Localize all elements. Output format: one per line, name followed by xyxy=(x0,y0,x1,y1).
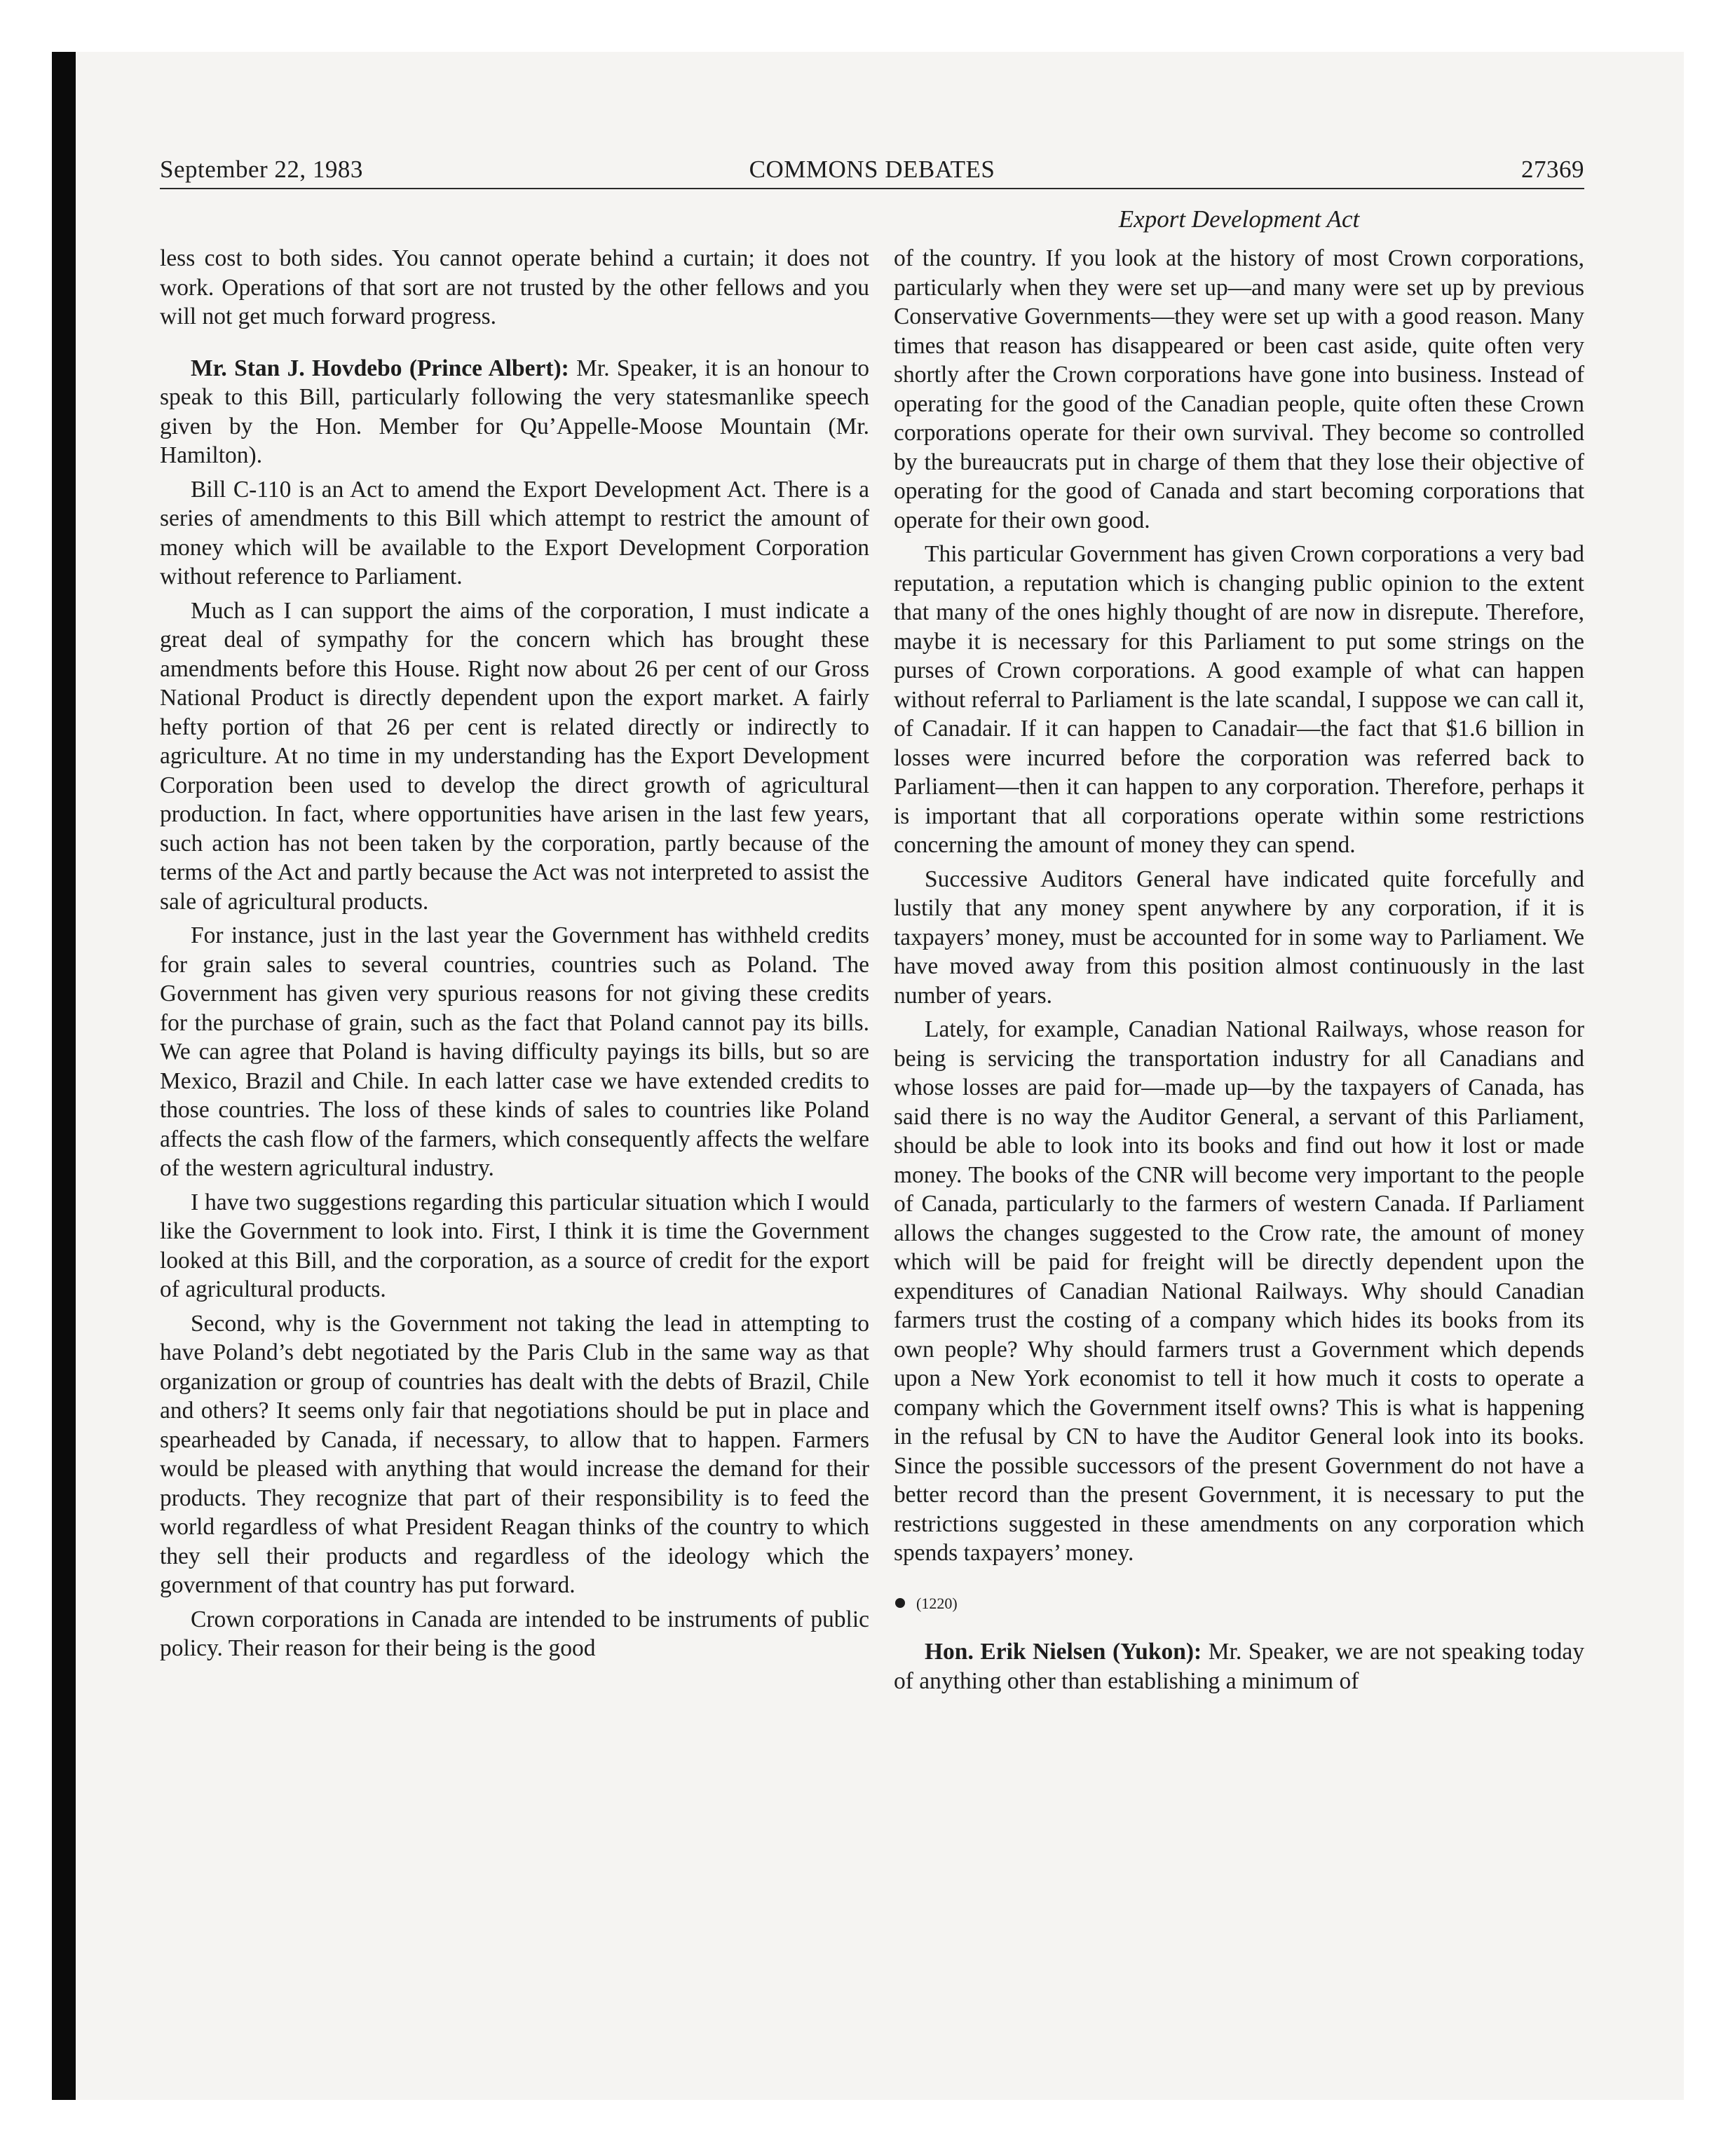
left-column xyxy=(160,244,869,1668)
paragraph: This particular Government has given Crown corporations a very bad reputation, a reputation which is changing public opinion to the extent that many of the ones highly thought of are now in disrepute. Therefore, maybe it is necessary for this Parliament to put some strings on the purses of Crown corporations. A good example of what can happen without referral to Parliament is the late scandal, I suppose we can call it, of Canadair. If it can happen to Canadair—the fact that $1.6 billion in losses were incurred before the corporation was referred back to Parliament—then it can happen to any corporation. Therefore, perhaps it is important that all corporations operate within some restrictions concerning the amount of money they can spend. xyxy=(894,541,1584,858)
paragraph: For instance, just in the last year the Government has withheld credits for grain sales to several countries, countries such as Poland. The Government has given very spurious reasons for not giving these credits for the purchase of grain, such as the fact that Poland cannot pay its bills. We can agree that Poland is having difficulty payings its bills, but so are Mexico, Brazil and Chile. In each latter case we have extended credits to those countries. The loss of these kinds of sales to countries like Poland affects the cash flow of the farmers, which consequently affects the welfare of the western agricultural industry. xyxy=(160,922,869,1181)
paragraph: Successive Auditors General have indicated quite forcefully and lustily that any money spent anywhere by any corporation, if it is taxpayers’ money, must be accounted for in some way to Parliament. We have moved away from this position almost continuously in the last number of years. xyxy=(894,866,1584,1009)
speech-paragraph xyxy=(894,1637,1584,1696)
speech-text: Mr. Speaker, we are not speaking today of anything other than establishing a minimum of xyxy=(894,1639,1585,1694)
running-head xyxy=(160,150,1584,189)
paragraph: Crown corporations in Canada are intended to be instruments of public policy. Their reason for their being is the good xyxy=(160,1606,869,1661)
paragraph: Lately, for example, Canadian National Railways, whose reason for being is servicing the transportation industry for all Canadians and whose losses are paid for—made up—by the taxpayers of Canada, has said there is no way the Auditor General, a servant of this Parliament, should be able to look into its books and find out how it lost or made money. The books of the CNR will become very important to the people of Canada, particularly to the farmers of western Canada. If Parliament allows the changes suggested to the Crow rate, the amount of money which will be paid for freight will be directly dependent upon the expenditures of Canadian National Railways. Why should Canadian farmers trust the costing of a company which hides its books from its own people? Why should farmers trust a Government which depends upon a New York economist to tell it how much it costs to operate a company which the Government itself owns? This is what is happening in the refusal by CN to have the Auditor General look into its books. Since the possible successors of the present Government do not have a better record than the present Government, it is necessary to put the restrictions suggested in these amendments on any corporation which spends taxpayers’ money. xyxy=(894,1016,1584,1566)
section-title: Export Development Act xyxy=(1118,205,1360,233)
paragraph: Much as I can support the aims of the corporation, I must indicate a great deal of sympathy for the concern which has brought these amendments before this House. Right now about 26 per cent of our Gross National Product is directly dependent upon the export market. A fairly hefty portion of that 26 per cent is related directly or indirectly to agriculture. At no time in my understanding has the Export Development Corporation been used to develop the direct growth of agricultural production. In fact, where opportunities have arisen in the last few years, such action has not been taken by the corporation, partly because of the terms of the Act and partly because the Act was not interpreted to assist the sale of agricultural products. xyxy=(160,597,869,915)
paragraph: of the country. If you look at the history of most Crown corporations, particularly when they were set up—and many were set up by previous Conservative Governments—they were set up with a good reason. Many times that reason has disappeared or been cast aside, quite often very shortly after the Crown corporations have gone into business. Instead of operating for the good of the Canadian people, quite often these Crown corporations operate for their own survival. They become so controlled by the bureaucrats put in charge of them that they lose their objective of operating for the good of Canada and start becoming corporations that operate for their own good. xyxy=(894,245,1584,533)
header-rule xyxy=(160,188,1584,189)
speech-paragraph xyxy=(160,354,869,470)
speech-text: Mr. Speaker, it is an honour to speak to this Bill, particularly following the very statesmanlike speech given by the Hon. Member for Qu’Appelle-Moose Mountain (Mr. Hamilton). xyxy=(160,355,870,468)
right-column xyxy=(894,244,1584,1700)
paragraph: less cost to both sides. You cannot operate behind a curtain; it does not work. Operations of that sort are not trusted by the other fellows and you will not get much forward progress. xyxy=(160,245,869,329)
paragraph: I have two suggestions regarding this particular situation which I would like the Government to look into. First, I think it is time the Government looked at this Bill, and the corporation, as a source of credit for the export of agricultural products. xyxy=(160,1189,869,1302)
header-publication: COMMONS DEBATES xyxy=(749,156,995,183)
paragraph: Bill C-110 is an Act to amend the Export Development Act. There is a series of amendments to this Bill which attempt to restrict the amount of money which will be available to the Export Development Corporation without reference to Parliament. xyxy=(160,476,869,589)
header-date: September 22, 1983 xyxy=(160,156,363,183)
paragraph: Second, why is the Government not taking the lead in attempting to have Poland’s debt negotiated by the Paris Club in the same way as that organization or group of countries has dealt with the debts of Brazil, Chile and others? It seems only fair that negotiations should be put in place and spearheaded by Canada, if necessary, to allow that to happen. Farmers would be pleased with anything that would increase the demand for their products. They recognize that part of their responsibility is to feed the world regardless of what President Reagan thinks of the country to which they sell their products and regardless of the ideology which the government of that country has put forward. xyxy=(160,1310,869,1598)
speaker-name: Mr. Stan J. Hovdebo (Prince Albert): xyxy=(191,355,569,381)
speaker-name: Hon. Erik Nielsen (Yukon): xyxy=(925,1639,1202,1665)
header-page-number: 27369 xyxy=(1521,156,1584,183)
bullet-icon xyxy=(895,1598,905,1608)
time-marker xyxy=(894,1589,1584,1618)
time-marker-text: (1220) xyxy=(916,1594,958,1612)
scan-binding-edge xyxy=(52,52,76,2100)
